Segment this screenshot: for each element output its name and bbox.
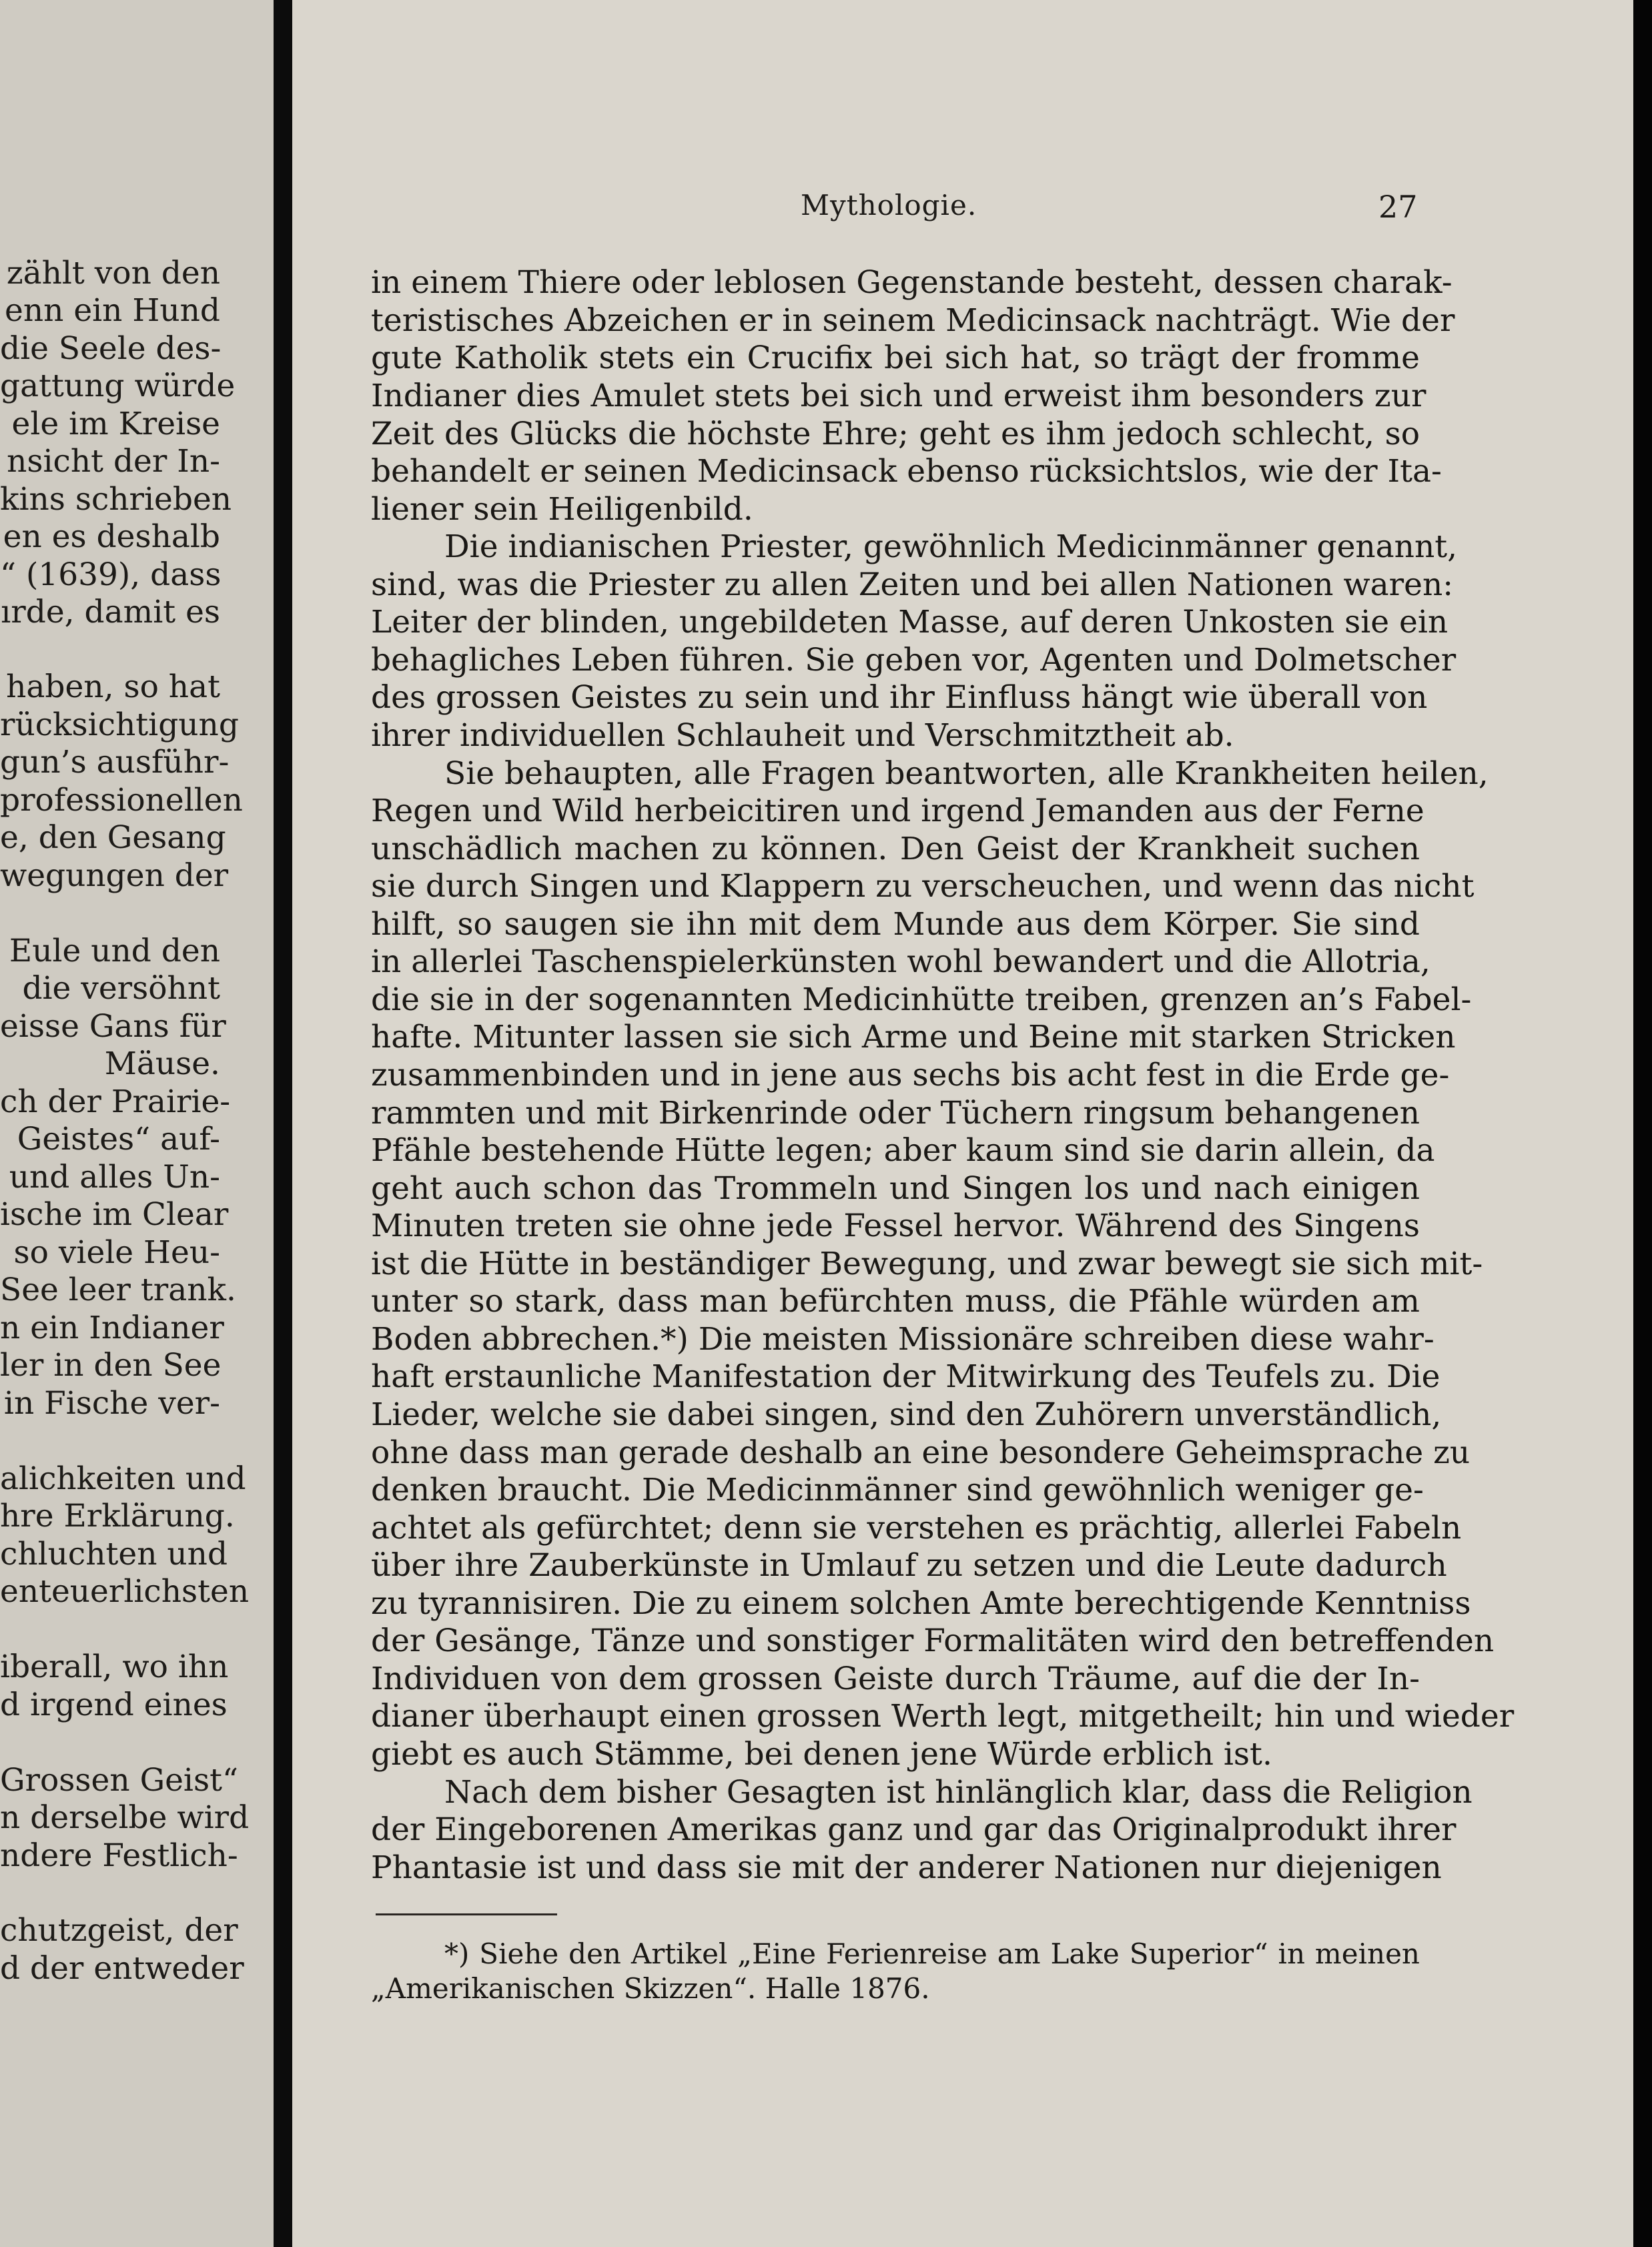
left-page-line: ele im Kreise [11, 406, 220, 442]
body-line: in allerlei Taschenspielerkünsten wohl bewandert und die Allotria, [371, 943, 1430, 980]
page-edge [1633, 0, 1652, 2247]
body-line: rammten und mit Birkenrinde oder Tüchern ringsum behangenen [371, 1095, 1420, 1132]
left-page-line: haben, so hat [6, 668, 220, 705]
body-line: sie durch Singen und Klappern zu verscheuchen, und wenn das nicht [371, 868, 1475, 905]
body-line: unter so stark, dass man befürchten muss, die Pfähle würden am [371, 1283, 1420, 1320]
left-page-line: enn ein Hund [5, 292, 220, 329]
body-line: Die indianischen Priester, gewöhnlich Medicinmänner genannt, [444, 528, 1458, 565]
body-line: Sie behaupten, alle Fragen beantworten, alle Krankheiten heilen, [444, 755, 1489, 792]
left-page-line: alichkeiten und [0, 1460, 246, 1497]
left-page-line: “ (1639), dass [0, 556, 222, 593]
body-line: über ihre Zauberkünste in Umlauf zu setzen und die Leute dadurch [371, 1547, 1447, 1584]
left-page-line: Mäuse. [104, 1045, 220, 1082]
body-line: giebt es auch Stämme, bei denen jene Würde erblich ist. [371, 1736, 1272, 1773]
left-page-line: See leer trank. [0, 1272, 236, 1308]
body-line: zu tyrannisiren. Die zu einem solchen Amte berechtigende Kenntniss [371, 1585, 1471, 1622]
left-page-line: zählt von den [6, 255, 220, 292]
left-page-line: chutzgeist, der [0, 1912, 238, 1949]
left-page-line: so viele Heu- [13, 1234, 220, 1271]
left-page-line: iberall, wo ihn [0, 1649, 229, 1685]
body-line: des grossen Geistes zu sein und ihr Einfluss hängt wie überall von [371, 679, 1428, 716]
footnote-line: „Amerikanischen Skizzen“. Halle 1876. [371, 1972, 930, 2005]
body-line: behandelt er seinen Medicinsack ebenso rücksichtslos, wie der Ita- [371, 453, 1442, 490]
body-line: teristisches Abzeichen er in seinem Medicinsack nachträgt. Wie der [371, 302, 1455, 339]
left-page-line: d irgend eines [0, 1687, 228, 1723]
body-line: Boden abbrechen.*) Die meisten Missionäre schreiben diese wahr- [371, 1321, 1434, 1358]
body-line: Individuen von dem grossen Geiste durch Träume, auf die der In- [371, 1661, 1420, 1697]
left-page-line: en es deshalb [3, 518, 220, 555]
footnote-line: *) Siehe den Artikel „Eine Ferienreise am Lake Superior“ in meinen [444, 1937, 1420, 1970]
left-page-line: eisse Gans für [0, 1008, 226, 1045]
body-line: hilft, so saugen sie ihn mit dem Munde aus dem Körper. Sie sind [371, 906, 1420, 943]
left-page-line: gattung würde [0, 368, 236, 404]
left-page-line: ırde, damit es [1, 594, 220, 630]
body-line: ist die Hütte in beständiger Bewegung, und zwar bewegt sie sich mit- [371, 1246, 1483, 1282]
body-line: Phantasie ist und dass sie mit der anderer Nationen nur diejenigen [371, 1849, 1442, 1886]
running-head: Mythologie. [801, 189, 977, 221]
body-line: denken braucht. Die Medicinmänner sind gewöhnlich weniger ge- [371, 1472, 1424, 1508]
left-page-line: ler in den See [0, 1347, 222, 1384]
body-line: in einem Thiere oder leblosen Gegenstande besteht, dessen charak- [371, 264, 1453, 301]
page-number: 27 [1378, 189, 1418, 225]
body-line: liener sein Heiligenbild. [371, 491, 753, 528]
body-line: der Gesänge, Tänze und sonstiger Formalitäten wird den betreffenden [371, 1623, 1495, 1659]
left-page-line: Grossen Geist“ [0, 1762, 238, 1799]
footnote-rule [376, 1913, 557, 1915]
body-line: Regen und Wild herbeicitiren und irgend Jemanden aus der Ferne [371, 793, 1424, 829]
left-page-line: rücksichtigung [0, 707, 239, 743]
body-line: Indianer dies Amulet stets bei sich und erweist ihm besonders zur [371, 378, 1426, 414]
body-line: Leiter der blinden, ungebildeten Masse, auf deren Unkosten sie ein [371, 604, 1449, 640]
body-line: Minuten treten sie ohne jede Fessel hervor. Während des Singens [371, 1208, 1420, 1244]
left-page-line: und alles Un- [9, 1159, 220, 1196]
left-page-line: Eule und den [9, 933, 220, 969]
body-line: die sie in der sogenannten Medicinhütte treiben, grenzen an’s Fabel- [371, 981, 1472, 1018]
left-page-line: n ein Indianer [0, 1310, 224, 1346]
body-line: hafte. Mitunter lassen sie sich Arme und Beine mit starken Stricken [371, 1019, 1456, 1055]
left-page-line: chluchten und [0, 1536, 228, 1572]
left-page-line: e, den Gesang [0, 819, 226, 856]
body-line: zusammenbinden und in jene aus sechs bis acht fest in die Erde ge- [371, 1057, 1450, 1093]
body-line: Zeit des Glücks die höchste Ehre; geht es ihm jedoch schlecht, so [371, 416, 1420, 452]
left-page-line: gun’s ausführ- [0, 744, 230, 781]
body-line: geht auch schon das Trommeln und Singen los und nach einigen [371, 1170, 1420, 1207]
body-line: Pfähle bestehende Hütte legen; aber kaum sind sie darin allein, da [371, 1132, 1435, 1169]
left-page-line: in Fische ver- [3, 1385, 220, 1422]
left-page-line: Geistes“ auf- [17, 1121, 220, 1158]
body-line: dianer überhaupt einen grossen Werth legt, mitgetheilt; hin und wieder [371, 1698, 1515, 1735]
left-page-line: ch der Prairie- [0, 1083, 231, 1120]
left-page-line: ndere Festlich- [0, 1837, 238, 1874]
body-line: ihrer individuellen Schlauheit und Verschmitztheit ab. [371, 717, 1234, 754]
left-page-line: hre Erklärung. [0, 1498, 235, 1534]
left-page-line: nsicht der In- [7, 443, 220, 480]
body-line: Lieder, welche sie dabei singen, sind den Zuhörern unverständlich, [371, 1396, 1442, 1433]
left-page-line: ische im Clear [0, 1196, 229, 1233]
body-line: der Eingeborenen Amerikas ganz und gar das Originalprodukt ihrer [371, 1811, 1457, 1848]
left-page-line: professionellen [0, 782, 243, 819]
previous-page-fragment [0, 0, 274, 2247]
left-page-line: enteuerlichsten [0, 1573, 250, 1610]
body-line: achtet als gefürchtet; denn sie verstehen es prächtig, allerlei Fabeln [371, 1510, 1462, 1546]
left-page-line: n derselbe wird [0, 1799, 250, 1836]
left-page-line: wegungen der [0, 857, 229, 894]
body-line: gute Katholik stets ein Crucifix bei sich hat, so trägt der fromme [371, 340, 1420, 376]
left-page-line: d der entweder [0, 1950, 244, 1987]
body-line: Nach dem bisher Gesagten ist hinlänglich klar, dass die Religion [444, 1774, 1473, 1811]
left-page-line: die versöhnt [22, 970, 220, 1007]
body-line: sind, was die Priester zu allen Zeiten und bei allen Nationen waren: [371, 566, 1454, 603]
body-line: unschädlich machen zu können. Den Geist der Krankheit suchen [371, 831, 1420, 867]
left-page-line: kins schrieben [0, 481, 232, 518]
book-gutter [274, 0, 292, 2247]
body-line: behagliches Leben führen. Sie geben vor, Agenten und Dolmetscher [371, 642, 1457, 679]
body-line: haft erstaunliche Manifestation der Mitwirkung des Teufels zu. Die [371, 1358, 1440, 1395]
left-page-line: die Seele des- [0, 330, 222, 367]
body-line: ohne dass man gerade deshalb an eine besondere Geheimsprache zu [371, 1434, 1471, 1471]
